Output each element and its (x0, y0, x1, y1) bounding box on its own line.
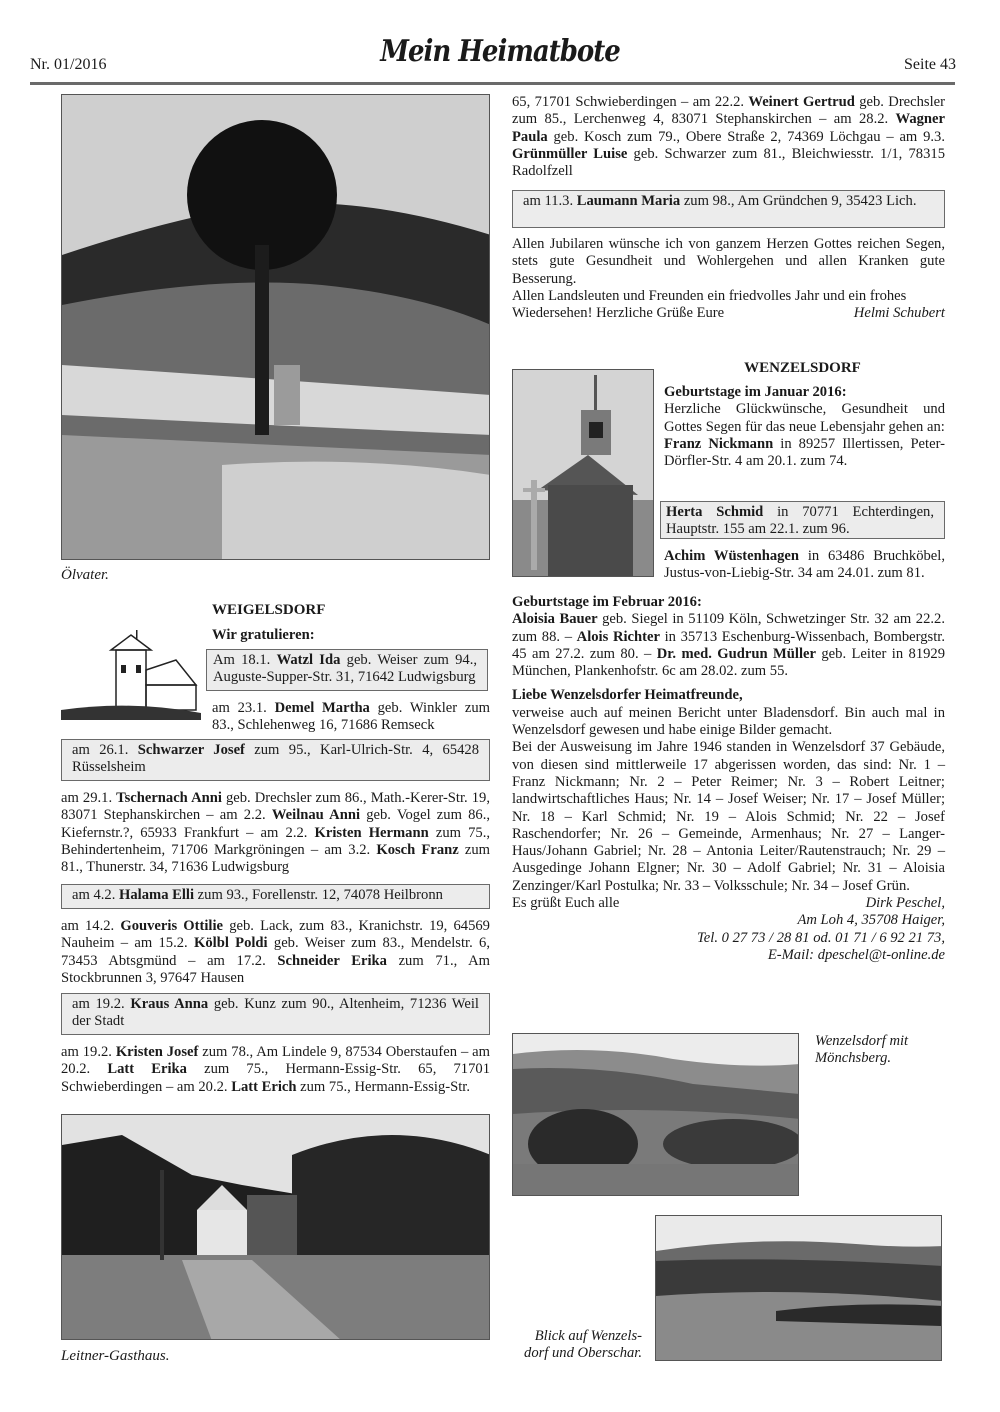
weigelsdorf-list-2: am 14.2. Gouveris Ottilie geb. Lack, zum 83., Kranichstr. 19, 64569 Nauheim – am 15.2. Kölbl Poldi geb. Weiser zum 83., Mendelstr. 6, 73453 Abtsgmünd – am 17.2. Schneider Erika zum 71., Am Stockbrunnen 3, 97647 Hausen (61, 918, 491, 986)
highlight-box-kraus: am 19.2. Kraus Anna geb. Kunz zum 90., Altenheim, 71236 Weil der Stadt (61, 993, 490, 1035)
continued-birthdays (512, 94, 945, 180)
wenzelsdorf-january-cont: Achim Wüstenhagen in 63486 Bruchköbel, Justus-von-Liebig-Str. 34 am 24.01. zum 81. (664, 548, 945, 582)
highlight-box-herta-schmid: Herta Schmid in 70771 Echterdingen, Hauptstr. 155 am 22.1. zum 96. (660, 501, 945, 539)
february-heading: Geburtstage im Februar 2016: (512, 594, 702, 610)
greeting-paragraph: Allen Jubilaren wünsche ich von ganzem Herzen Gottes reichen Segen, stets gute Gesundheit und Wohlergehen und allen Kranken gute Besserung. Allen Landsleuten und Freunden ein friedvolles Jahr und ein frohes Wiedersehen! Herzliche Grüße Eure Helmi Schubert (512, 236, 945, 322)
highlight-box-laumann: am 11.3. Laumann Maria zum 98., Am Gründchen 9, 35423 Lich. (512, 190, 945, 228)
chapel-photo (512, 369, 654, 577)
gasthaus-caption: Leitner-Gasthaus. (61, 1348, 170, 1364)
oelvater-caption: Ölvater. (61, 567, 109, 583)
oberschar-photo (655, 1215, 942, 1361)
landscape-tree-image (62, 95, 490, 560)
moenchsberg-photo (512, 1033, 799, 1196)
masthead-title: Mein Heimatbote (380, 34, 620, 70)
wenzelsdorf-february: Geburtstage im Februar 2016: Aloisia Bauer geb. Siegel in 51109 Köln, Schwetzinger Str. 32 am 22.2. zum 88. – Alois Richter in 35713 Eschenburg-Wissenbach, Bombergstr. 45 am 27.2. zum 80. – Dr. med. Gudrun Müller geb. Leiter in 81929 München, Plankenhofstr. 6c am 28.02. zum 55. Liebe Wenzelsdorfer Heimatfreunde, verweise auch auf meinen Bericht unter Bladensdorf. Bin auch mal in Wenzelsdorf gewesen und habe einige Bilder gemacht. Bei der Ausweisung im Jahre 1946 standen in Wenzelsdorf 37 Gebäude, von diesen sind mittlerweile 17 abgerissen worden, das sind: Nr. 1 – Franz Nickmann; Nr. 2 – Peter Reimer; Nr. 3 – Robert Leitner; landwirtschaftliches Haus; Nr. 14 – Josef Weiser; Nr. 17 – Josef Müller; Nr. 18 – Karl Schmid; Nr. 19 – Alois Schmid; Nr. 22 – Josef Raschendorfer; Nr. 26 – Gemeinde, Armenhaus; Nr. 27 – Langer-Haus/Johann Gabriel; Nr. 28 – Antonia Leiter/Rautenstrauch; Nr. 29 – Ausgedinge Johann Elgner; Nr. 30 – Adolf Gabriel; Nr. 31 – Aloisia Zenzinger/Karl Postulka; Nr. 33 – Volksschule; Nr. 34 – Josef Grün. Es grüßt Euch alle Dirk Peschel, Am Loh 4, 35708 Haiger, Tel. 0 27 73 / 28 81 od. 01 71 / 6 92 21 73, E-Mail: dpeschel@t-online.de (512, 594, 946, 963)
weigelsdorf-heading: WEIGELSDORF (212, 602, 326, 618)
church-drawing (61, 625, 201, 720)
weigelsdorf-demel: am 23.1. Demel Martha geb. Winkler zum 83., Schlehenweg 16, 71686 Remseck (212, 700, 490, 734)
wooden-chapel-image (513, 370, 654, 577)
highlight-box-schwarzer: am 26.1. Schwarzer Josef zum 95., Karl-Ulrich-Str. 4, 65428 Rüsselsheim (61, 739, 490, 781)
weigelsdorf-list-1: am 29.1. Tschernach Anni geb. Drechsler zum 86., Math.-Kerer-Str. 19, 83071 Stephanskirchen – am 2.2. Weilnau Anni geb. Vogel zum 86., Kiefernstr.?, 65933 Frankfurt – am 2.2. Kristen Hermann zum 75., Behindertenheim, 71706 Markgröningen – am 3.2. Kosch Franz zum 81., Thunerstr. 34, 71636 Ludwigsburg (61, 790, 491, 876)
birthday-list-continued: 65, 71701 Schwieberdingen – am 22.2. Weinert Gertrud geb. Drechsler zum 85., Lerchenweg 4, 83071 Stephanskirchen – am 28.2. Wagner Paula geb. Kosch zum 79., Obere Straße 2, 74369 Löchgau – am 9.3. Grünmüller Luise geb. Schwarzer zum 81., Bleichwiesstr. 1/1, 78315 Radolfzell (512, 94, 945, 180)
january-heading: Geburtstage im Januar 2016: (664, 384, 847, 400)
issue-number: Nr. 01/2016 (30, 56, 107, 73)
highlight-box-watzl: Am 18.1. Watzl Ida geb. Weiser zum 94., Auguste-Supper-Str. 31, 71642 Ludwigsburg (206, 649, 488, 691)
weigelsdorf-subtitle: Wir gratulieren: (212, 627, 315, 643)
signature-dirk: Dirk Peschel, (865, 895, 945, 912)
wenzelsdorf-heading: WENZELSDORF (744, 360, 861, 376)
weigelsdorf-list-3: am 19.2. Kristen Josef zum 78., Am Lindele 9, 87534 Oberstaufen – am 20.2. Latt Erika zum 75., Hermann-Essig-Str. 65, 71701 Schwieberdingen – am 20.2. Latt Erich zum 75., Hermann-Essig-Str. (61, 1044, 490, 1095)
valley-image (513, 1034, 799, 1196)
oelvater-photo (61, 94, 490, 560)
moenchsberg-caption: Wenzelsdorf mit Mönchsberg. (815, 1033, 909, 1067)
house-road-image (62, 1115, 490, 1340)
highlight-box-halama: am 4.2. Halama Elli zum 93., Forellenstr. 12, 74078 Heilbronn (61, 884, 490, 909)
signature-helmi: Helmi Schubert (853, 305, 945, 322)
gasthaus-photo (61, 1114, 490, 1340)
oberschar-caption: Blick auf Wenzels- dorf und Oberschar. (524, 1328, 642, 1362)
meadow-image (656, 1216, 942, 1361)
header-divider (30, 82, 955, 85)
wenzelsdorf-january: Geburtstage im Januar 2016: Herzliche Glückwünsche, Gesundheit und Gottes Segen für das neue Lebensjahr gehen an: Franz Nickmann in 89257 Illertissen, Peter-Dörfler-Str. 4 am 20.1. zum 74. (664, 384, 945, 470)
church-sketch-icon (61, 625, 201, 720)
letter-heading: Liebe Wenzelsdorfer Heimatfreunde, (512, 687, 743, 704)
page-number: Seite 43 (904, 56, 956, 73)
